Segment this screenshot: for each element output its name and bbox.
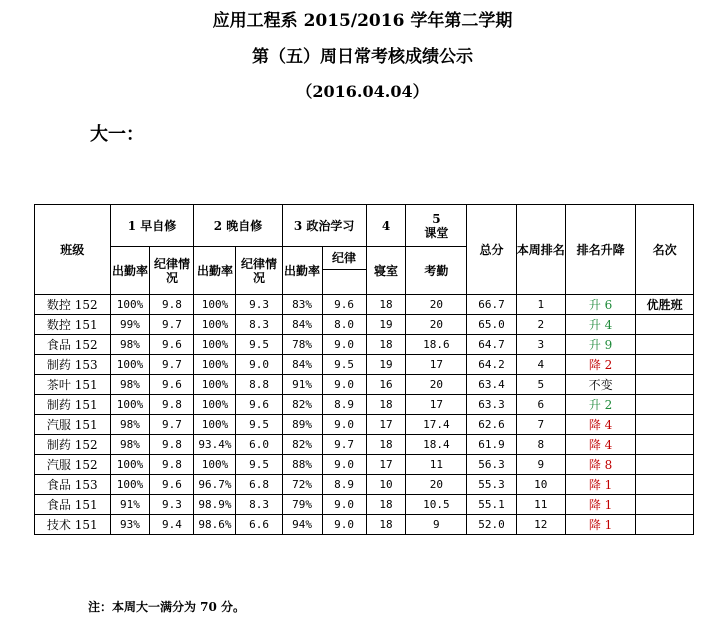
row-rank-change: 升 9 [565, 335, 635, 355]
row-kaoqin: 20 [406, 295, 467, 315]
row-rank-change: 降 1 [565, 475, 635, 495]
row-rank-change: 升 2 [565, 395, 635, 415]
header-attendance-3: 出勤率 [282, 247, 322, 295]
row-dorm: 16 [366, 375, 406, 395]
row-dorm: 10 [366, 475, 406, 495]
row-political-discipline: 9.0 [322, 375, 366, 395]
row-morning-attendance: 91% [110, 495, 150, 515]
title-date: （2016.04.04） [296, 82, 429, 101]
row-class: 数控 151 [35, 315, 111, 335]
row-rank-change: 降 8 [565, 455, 635, 475]
row-morning-discipline: 9.8 [150, 395, 194, 415]
header-discipline-3 [322, 247, 366, 295]
row-dorm: 18 [366, 515, 406, 535]
header-morning-study: 1 早自修 [110, 205, 194, 247]
row-kaoqin: 17 [406, 395, 467, 415]
row-rank-change: 降 2 [565, 355, 635, 375]
row-political-attendance: 84% [282, 315, 322, 335]
table-row [35, 435, 694, 455]
row-class: 汽服 151 [35, 415, 111, 435]
table-row [35, 415, 694, 435]
row-week-rank: 4 [516, 355, 565, 375]
row-political-attendance: 88% [282, 455, 322, 475]
row-dorm: 18 [366, 435, 406, 455]
row-week-rank: 12 [516, 515, 565, 535]
row-political-discipline: 9.0 [322, 455, 366, 475]
row-evening-attendance: 100% [194, 375, 236, 395]
row-kaoqin: 10.5 [406, 495, 467, 515]
row-week-rank: 2 [516, 315, 565, 335]
row-kaoqin: 11 [406, 455, 467, 475]
row-rank-change: 降 1 [565, 515, 635, 535]
row-place [636, 375, 694, 395]
row-political-discipline: 9.0 [322, 415, 366, 435]
row-political-attendance: 72% [282, 475, 322, 495]
row-week-rank: 9 [516, 455, 565, 475]
header-item-5-name: 课堂 [424, 225, 449, 240]
row-week-rank: 10 [516, 475, 565, 495]
header-item-5 [406, 205, 467, 247]
row-kaoqin: 20 [406, 475, 467, 495]
row-evening-discipline: 8.3 [236, 495, 282, 515]
row-place [636, 495, 694, 515]
footnote: 注：本周大一满分为 70 分。 [88, 600, 246, 614]
row-morning-discipline: 9.4 [150, 515, 194, 535]
row-kaoqin: 20 [406, 315, 467, 335]
row-evening-attendance: 100% [194, 395, 236, 415]
row-morning-discipline: 9.8 [150, 435, 194, 455]
row-political-attendance: 82% [282, 435, 322, 455]
grade-label: 大一： [90, 124, 144, 145]
row-evening-attendance: 96.7% [194, 475, 236, 495]
row-morning-attendance: 98% [110, 415, 150, 435]
row-place [636, 395, 694, 415]
row-dorm: 18 [366, 495, 406, 515]
row-political-attendance: 94% [282, 515, 322, 535]
row-kaoqin: 17.4 [406, 415, 467, 435]
row-political-attendance: 89% [282, 415, 322, 435]
row-morning-attendance: 98% [110, 335, 150, 355]
row-total: 55.3 [467, 475, 516, 495]
row-week-rank: 1 [516, 295, 565, 315]
row-political-discipline: 9.6 [322, 295, 366, 315]
header-attendance-2: 出勤率 [194, 247, 236, 295]
table-row [35, 375, 694, 395]
table-row [35, 515, 694, 535]
row-place [636, 415, 694, 435]
row-morning-discipline: 9.8 [150, 455, 194, 475]
row-political-attendance: 79% [282, 495, 322, 515]
row-place [636, 475, 694, 495]
row-class: 数控 152 [35, 295, 111, 315]
row-evening-attendance: 100% [194, 335, 236, 355]
row-place [636, 455, 694, 475]
table-row [35, 495, 694, 515]
row-morning-attendance: 100% [110, 295, 150, 315]
row-political-attendance: 84% [282, 355, 322, 375]
row-rank-change: 降 1 [565, 495, 635, 515]
row-kaoqin: 9 [406, 515, 467, 535]
row-morning-discipline: 9.7 [150, 415, 194, 435]
score-table [34, 204, 694, 535]
row-week-rank: 7 [516, 415, 565, 435]
row-political-discipline: 8.0 [322, 315, 366, 335]
row-political-attendance: 82% [282, 395, 322, 415]
row-place [636, 515, 694, 535]
row-political-discipline: 8.9 [322, 395, 366, 415]
row-evening-discipline: 6.0 [236, 435, 282, 455]
row-week-rank: 5 [516, 375, 565, 395]
row-total: 64.2 [467, 355, 516, 375]
row-political-attendance: 78% [282, 335, 322, 355]
row-week-rank: 11 [516, 495, 565, 515]
row-evening-attendance: 98.6% [194, 515, 236, 535]
row-morning-attendance: 99% [110, 315, 150, 335]
row-evening-discipline: 6.8 [236, 475, 282, 495]
row-morning-attendance: 98% [110, 435, 150, 455]
row-political-discipline: 9.0 [322, 515, 366, 535]
row-political-discipline: 9.5 [322, 355, 366, 375]
row-kaoqin: 18.6 [406, 335, 467, 355]
row-morning-discipline: 9.6 [150, 335, 194, 355]
row-morning-attendance: 100% [110, 395, 150, 415]
row-morning-discipline: 9.7 [150, 355, 194, 375]
row-political-discipline: 8.9 [322, 475, 366, 495]
header-discipline-3-label: 纪律 [323, 247, 366, 270]
table-row [35, 295, 694, 315]
header-week-rank: 本周排名 [516, 205, 565, 295]
row-evening-discipline: 9.5 [236, 415, 282, 435]
row-political-discipline: 9.0 [322, 335, 366, 355]
row-evening-discipline: 9.5 [236, 455, 282, 475]
header-kaoqin: 考勤 [406, 247, 467, 295]
row-rank-change: 升 6 [565, 295, 635, 315]
row-class: 食品 153 [35, 475, 111, 495]
row-political-discipline: 9.7 [322, 435, 366, 455]
row-class: 制药 152 [35, 435, 111, 455]
row-morning-attendance: 98% [110, 375, 150, 395]
row-evening-attendance: 100% [194, 415, 236, 435]
table-row [35, 395, 694, 415]
table-row [35, 335, 694, 355]
row-morning-discipline: 9.6 [150, 475, 194, 495]
row-morning-attendance: 100% [110, 475, 150, 495]
header-total: 总分 [467, 205, 516, 295]
row-morning-attendance: 93% [110, 515, 150, 535]
row-morning-discipline: 9.7 [150, 315, 194, 335]
table-row [35, 455, 694, 475]
row-evening-attendance: 100% [194, 315, 236, 335]
row-evening-attendance: 93.4% [194, 435, 236, 455]
row-evening-discipline: 9.3 [236, 295, 282, 315]
row-dorm: 17 [366, 455, 406, 475]
title-line-1: 应用工程系 2015/2016 学年第二学期 [212, 11, 513, 31]
row-evening-attendance: 98.9% [194, 495, 236, 515]
header-dorm: 寝室 [366, 247, 406, 295]
table-row [35, 475, 694, 495]
row-total: 56.3 [467, 455, 516, 475]
header-attendance-1: 出勤率 [110, 247, 150, 295]
row-place [636, 315, 694, 335]
row-total: 63.4 [467, 375, 516, 395]
row-dorm: 18 [366, 295, 406, 315]
table-row [35, 355, 694, 375]
row-dorm: 17 [366, 415, 406, 435]
row-political-attendance: 83% [282, 295, 322, 315]
row-class: 制药 153 [35, 355, 111, 375]
row-week-rank: 8 [516, 435, 565, 455]
row-dorm: 18 [366, 395, 406, 415]
row-rank-change: 降 4 [565, 435, 635, 455]
row-total: 55.1 [467, 495, 516, 515]
row-place [636, 335, 694, 355]
row-evening-attendance: 100% [194, 295, 236, 315]
row-place [636, 355, 694, 375]
row-dorm: 18 [366, 335, 406, 355]
row-total: 62.6 [467, 415, 516, 435]
row-class: 食品 151 [35, 495, 111, 515]
row-class: 汽服 152 [35, 455, 111, 475]
row-total: 64.7 [467, 335, 516, 355]
row-total: 63.3 [467, 395, 516, 415]
row-total: 66.7 [467, 295, 516, 315]
row-kaoqin: 20 [406, 375, 467, 395]
row-total: 61.9 [467, 435, 516, 455]
row-evening-discipline: 6.6 [236, 515, 282, 535]
row-political-attendance: 91% [282, 375, 322, 395]
header-item-4: 4 [366, 205, 406, 247]
row-rank-change: 降 4 [565, 415, 635, 435]
row-place: 优胜班 [636, 295, 694, 315]
row-evening-attendance: 100% [194, 455, 236, 475]
row-evening-discipline: 9.5 [236, 335, 282, 355]
row-class: 技术 151 [35, 515, 111, 535]
row-class: 茶叶 151 [35, 375, 111, 395]
header-class: 班级 [35, 205, 111, 295]
row-total: 52.0 [467, 515, 516, 535]
title-line-2: 第（五）周日常考核成绩公示 [252, 47, 473, 67]
header-evening-study: 2 晚自修 [194, 205, 282, 247]
header-political-study: 3 政治学习 [282, 205, 366, 247]
row-kaoqin: 17 [406, 355, 467, 375]
row-class: 食品 152 [35, 335, 111, 355]
row-week-rank: 3 [516, 335, 565, 355]
row-week-rank: 6 [516, 395, 565, 415]
row-evening-discipline: 8.3 [236, 315, 282, 335]
row-evening-attendance: 100% [194, 355, 236, 375]
row-morning-discipline: 9.3 [150, 495, 194, 515]
row-kaoqin: 18.4 [406, 435, 467, 455]
header-discipline-2: 纪律情况 [236, 247, 282, 295]
row-morning-discipline: 9.8 [150, 295, 194, 315]
row-total: 65.0 [467, 315, 516, 335]
header-item-5-num: 5 [432, 211, 441, 226]
row-morning-attendance: 100% [110, 455, 150, 475]
row-morning-attendance: 100% [110, 355, 150, 375]
row-evening-discipline: 8.8 [236, 375, 282, 395]
row-rank-change: 不变 [565, 375, 635, 395]
table-row [35, 315, 694, 335]
row-place [636, 435, 694, 455]
row-rank-change: 升 4 [565, 315, 635, 335]
row-evening-discipline: 9.0 [236, 355, 282, 375]
row-political-discipline: 9.0 [322, 495, 366, 515]
row-dorm: 19 [366, 315, 406, 335]
row-morning-discipline: 9.6 [150, 375, 194, 395]
header-rank-change: 排名升降 [565, 205, 635, 295]
row-class: 制药 151 [35, 395, 111, 415]
row-evening-discipline: 9.6 [236, 395, 282, 415]
header-discipline-1: 纪律情况 [150, 247, 194, 295]
row-dorm: 19 [366, 355, 406, 375]
header-place: 名次 [636, 205, 694, 295]
